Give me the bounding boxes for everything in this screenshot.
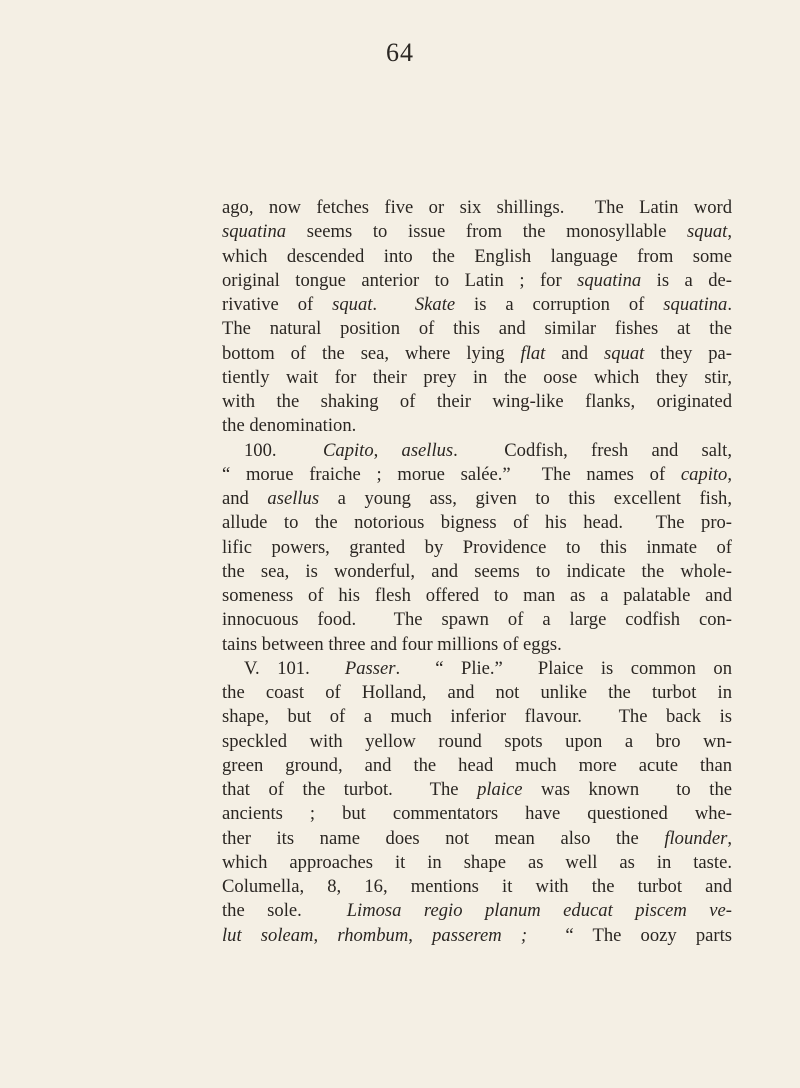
text-segment: someness of his flesh offered to man as a palatable and bbox=[222, 585, 732, 606]
text-segment: with the shaking of their wing-like flanks, originated bbox=[222, 391, 732, 412]
text-line bbox=[222, 584, 732, 608]
text-segment: the sea, is wonderful, and seems to indicate the whole- bbox=[222, 560, 732, 582]
text-segment: , bbox=[727, 463, 732, 485]
text-segment: ther its name does not mean also the bbox=[222, 827, 665, 849]
text-segment: bottom of the sea, where lying bbox=[222, 342, 521, 364]
text-line bbox=[222, 681, 732, 705]
text-segment: , bbox=[373, 439, 402, 461]
text-segment: 100. bbox=[244, 439, 323, 461]
text-segment: the denomination. bbox=[222, 415, 357, 437]
italic-text: squat bbox=[332, 294, 373, 315]
text-segment: was known to the bbox=[522, 779, 732, 800]
text-segment: the sole. bbox=[222, 900, 347, 922]
text-segment: V. 101. bbox=[244, 657, 345, 679]
text-segment: allude to the notorious bigness of his head. The pro- bbox=[222, 512, 732, 534]
text-line bbox=[222, 293, 732, 317]
text-line bbox=[222, 827, 732, 851]
italic-text: flounder bbox=[664, 827, 728, 849]
text-line bbox=[222, 899, 732, 923]
text-segment: ago, now fetches five or six shillings. The Latin word bbox=[222, 197, 732, 218]
text-segment: The natural position of this and similar fishes at the bbox=[222, 318, 732, 340]
italic-text: asellus bbox=[267, 488, 320, 509]
text-line bbox=[222, 730, 732, 754]
text-line bbox=[222, 560, 732, 584]
text-line bbox=[222, 633, 732, 657]
text-line bbox=[222, 390, 732, 414]
text-segment: and bbox=[222, 488, 268, 509]
text-segment: tiently wait for their prey in the oose which they stir, bbox=[222, 366, 732, 388]
italic-text: squat bbox=[687, 221, 728, 243]
text-segment: which approaches it in shape as well as in taste. bbox=[222, 851, 732, 873]
italic-text: squatina bbox=[222, 221, 287, 243]
text-line bbox=[222, 536, 732, 560]
text-line bbox=[222, 705, 732, 729]
text-line bbox=[222, 269, 732, 293]
text-segment: innocuous food. The spawn of a large codfish con- bbox=[222, 609, 732, 631]
text-segment: . bbox=[372, 294, 415, 315]
text-line bbox=[222, 511, 732, 535]
text-line bbox=[222, 439, 732, 463]
text-segment: the coast of Holland, and not unlike the turbot in bbox=[222, 682, 732, 703]
text-segment: ancients ; but commentators have questioned whe- bbox=[222, 803, 732, 825]
text-segment: Columella, 8, 16, mentions it with the turbot and bbox=[222, 876, 732, 897]
text-segment: that of the turbot. The bbox=[222, 779, 478, 800]
italic-text: Limosa regio planum educat piscem ve- bbox=[346, 900, 732, 922]
text-segment: original tongue anterior to Latin ; for bbox=[222, 269, 578, 291]
text-segment: , bbox=[408, 924, 433, 946]
text-segment: “ morue fraiche ; morue salée.” The names of bbox=[222, 463, 681, 485]
text-line bbox=[222, 196, 732, 220]
italic-text: flat bbox=[520, 342, 546, 364]
text-segment: green ground, and the head much more acute than bbox=[222, 754, 732, 776]
text-segment: , bbox=[313, 924, 338, 946]
italic-text: squat bbox=[604, 342, 645, 364]
text-line bbox=[222, 924, 732, 948]
text-line bbox=[222, 317, 732, 341]
text-segment: . “ Plie.” Plaice is common on bbox=[395, 657, 732, 679]
text-line bbox=[222, 220, 732, 244]
text-line bbox=[222, 754, 732, 778]
text-line bbox=[222, 245, 732, 269]
text-segment: is a de- bbox=[641, 269, 733, 291]
text-segment: and bbox=[545, 342, 605, 364]
italic-text: plaice bbox=[477, 779, 523, 800]
text-line bbox=[222, 487, 732, 511]
text-line bbox=[222, 463, 732, 487]
text-segment: “ The oozy parts bbox=[527, 924, 732, 946]
text-segment: , bbox=[727, 221, 732, 243]
text-segment: . Codfish, fresh and salt, bbox=[453, 439, 732, 461]
text-segment: is a corruption of bbox=[455, 294, 664, 315]
page-number: 64 bbox=[386, 38, 414, 67]
text-segment: a young ass, given to this excellent fish, bbox=[319, 488, 733, 509]
italic-text: Capito bbox=[323, 439, 374, 461]
italic-text: lut soleam bbox=[222, 924, 314, 946]
text-line bbox=[222, 608, 732, 632]
text-line bbox=[222, 414, 732, 438]
text-line bbox=[222, 802, 732, 826]
text-segment: they pa- bbox=[644, 342, 732, 364]
body-text bbox=[222, 196, 732, 948]
text-line bbox=[222, 657, 732, 681]
text-segment: lific powers, granted by Providence to this inmate of bbox=[222, 536, 732, 558]
text-segment: , bbox=[727, 827, 732, 849]
italic-text: capito bbox=[680, 463, 728, 485]
text-segment: . bbox=[727, 294, 732, 315]
italic-text: Skate bbox=[414, 294, 456, 315]
italic-text: asellus bbox=[401, 439, 454, 461]
italic-text: squatina bbox=[663, 294, 728, 315]
italic-text: squatina bbox=[577, 269, 642, 291]
italic-text: Passer bbox=[344, 657, 396, 679]
text-segment: speckled with yellow round spots upon a bro wn- bbox=[222, 730, 732, 752]
text-line bbox=[222, 851, 732, 875]
text-line bbox=[222, 366, 732, 390]
text-segment: seems to issue from the monosyllable bbox=[286, 221, 688, 243]
text-line bbox=[222, 342, 732, 366]
text-line bbox=[222, 875, 732, 899]
text-segment: which descended into the English language from some bbox=[222, 245, 732, 267]
text-line bbox=[222, 778, 732, 802]
text-segment: tains between three and four millions of eggs. bbox=[222, 633, 562, 655]
text-segment: rivative of bbox=[222, 294, 333, 315]
text-segment: shape, but of a much inferior flavour. The back is bbox=[222, 706, 732, 728]
italic-text: passerem ; bbox=[432, 924, 528, 946]
italic-text: rhombum bbox=[337, 924, 409, 946]
